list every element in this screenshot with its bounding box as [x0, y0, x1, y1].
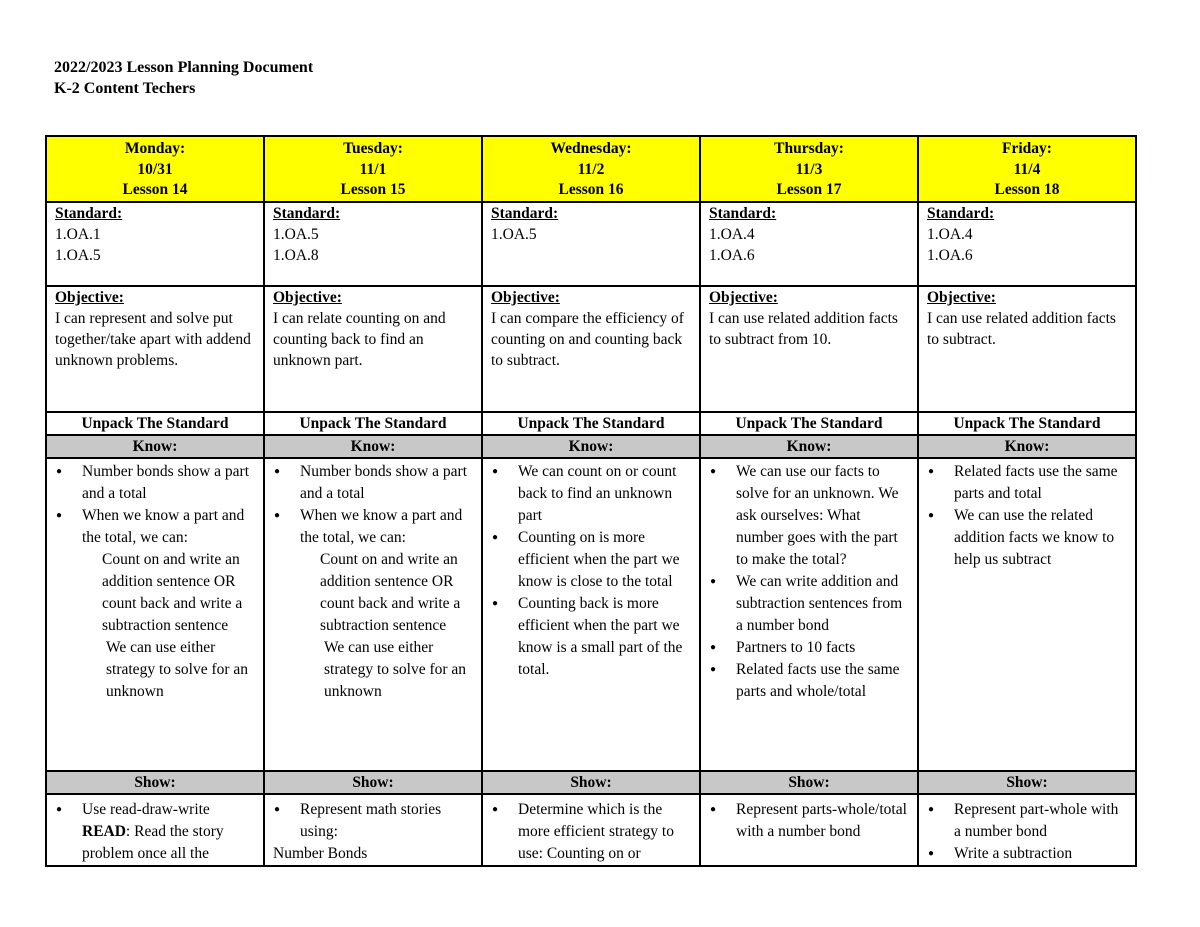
standard-code: 1.OA.6 — [927, 246, 973, 264]
know-heading: Know: — [46, 435, 264, 458]
know-item-text: Counting on is more efficient when the part we know is close to the total — [518, 528, 680, 590]
standard-cell — [482, 202, 700, 286]
show-list — [55, 799, 255, 865]
standard-label: Standard: — [55, 204, 123, 222]
day-date: 11/1 — [359, 160, 387, 178]
know-heading: Know: — [482, 435, 700, 458]
know-cell — [264, 458, 482, 771]
objective-cell — [46, 286, 264, 412]
know-subpoint: Count on and write an addition sentence OR count back and write a subtraction sentence — [102, 550, 243, 634]
show-item — [954, 843, 1127, 865]
know-item — [736, 571, 909, 637]
day-header-cell — [918, 136, 1136, 202]
objective-cell — [264, 286, 482, 412]
show-item-text: Use read-draw-write — [82, 800, 210, 818]
lesson-number: Lesson 16 — [558, 181, 624, 198]
day-name: Wednesday: — [550, 140, 632, 157]
standard-label: Standard: — [273, 204, 341, 222]
show-item-text: Represent part-whole with a number bond — [954, 800, 1119, 840]
know-item — [300, 505, 473, 703]
know-item — [954, 461, 1127, 505]
know-heading: Know: — [700, 435, 918, 458]
lesson-plan-table — [45, 135, 1137, 867]
show-cell — [700, 794, 918, 866]
objective-label: Objective: — [273, 288, 342, 306]
know-list — [491, 461, 691, 681]
show-extra-text: : Read the story problem once all the — [82, 822, 224, 862]
know-subpoint: We can use either strategy to solve for an unknown — [106, 638, 249, 700]
objective-cell — [700, 286, 918, 412]
lesson-number: Lesson 15 — [340, 181, 406, 198]
show-heading: Show: — [482, 771, 700, 794]
know-item-text: Counting back is more efficient when the part we know is a small part of the total. — [518, 594, 683, 678]
day-header-row — [46, 136, 1136, 202]
show-item — [954, 799, 1127, 843]
know-cell — [46, 458, 264, 771]
standard-code: 1.OA.5 — [55, 246, 101, 264]
objective-text: I can relate counting on and counting back to find an unknown part. — [273, 309, 446, 369]
objective-cell — [918, 286, 1136, 412]
know-cell — [918, 458, 1136, 771]
day-name: Friday: — [1002, 140, 1052, 157]
show-item — [736, 799, 909, 843]
know-item-text: We can use the related addition facts we know to help us subtract — [954, 506, 1115, 568]
standard-label: Standard: — [709, 204, 777, 222]
show-item-text: Represent parts-whole/total with a number bond — [736, 800, 907, 840]
day-header-cell — [700, 136, 918, 202]
know-item-text: Partners to 10 facts — [736, 638, 856, 656]
document-header — [54, 57, 313, 99]
objective-label: Objective: — [927, 288, 996, 306]
standard-cell — [918, 202, 1136, 286]
standard-cell — [700, 202, 918, 286]
show-list — [491, 799, 691, 865]
show-list — [709, 799, 909, 843]
lesson-number: Lesson 18 — [994, 181, 1060, 198]
show-bold-keyword: READ — [82, 822, 126, 840]
know-item — [82, 505, 255, 703]
show-item — [300, 799, 473, 843]
know-cell — [700, 458, 918, 771]
lesson-number: Lesson 17 — [776, 181, 842, 198]
objective-text: I can compare the efficiency of counting on and counting back to subtract. — [491, 309, 684, 369]
know-label-row — [46, 435, 1136, 458]
document-title: 2022/2023 Lesson Planning Document — [54, 59, 314, 76]
standard-code: 1.OA.6 — [709, 246, 755, 264]
standard-label: Standard: — [927, 204, 995, 222]
lesson-number: Lesson 14 — [122, 181, 188, 198]
know-item — [518, 593, 691, 681]
show-cell — [264, 794, 482, 866]
day-date: 11/4 — [1013, 160, 1041, 178]
show-heading: Show: — [264, 771, 482, 794]
know-item — [518, 527, 691, 593]
know-content-row — [46, 458, 1136, 771]
know-item — [954, 505, 1127, 571]
standard-code: 1.OA.5 — [491, 225, 537, 243]
know-item — [736, 637, 909, 659]
objective-text: I can use related addition facts to subtract. — [927, 309, 1116, 348]
day-date: 10/31 — [137, 160, 173, 178]
unpack-heading: Unpack The Standard — [46, 412, 264, 435]
know-cell — [482, 458, 700, 771]
unpack-heading: Unpack The Standard — [918, 412, 1136, 435]
standard-code: 1.OA.1 — [55, 225, 101, 243]
standard-code: 1.OA.4 — [927, 225, 973, 243]
day-date: 11/3 — [795, 160, 823, 178]
show-heading: Show: — [46, 771, 264, 794]
know-item-text: We can count on or count back to find an unknown part — [518, 462, 677, 524]
know-subpoint: Count on and write an addition sentence OR count back and write a subtraction sentence — [320, 550, 461, 634]
know-heading: Know: — [264, 435, 482, 458]
show-heading: Show: — [918, 771, 1136, 794]
show-content-row — [46, 794, 1136, 866]
know-item-text: Related facts use the same parts and total — [954, 462, 1118, 502]
day-header-cell — [482, 136, 700, 202]
show-item-continuation — [82, 821, 255, 865]
know-item-text: We can write addition and subtraction sentences from a number bond — [736, 572, 903, 634]
show-label-row — [46, 771, 1136, 794]
know-item-text: Number bonds show a part and a total — [82, 462, 250, 502]
know-item — [82, 461, 255, 505]
standard-label: Standard: — [491, 204, 559, 222]
document-subtitle: K-2 Content Techers — [54, 80, 196, 97]
standard-code: 1.OA.5 — [273, 225, 319, 243]
know-item-text: When we know a part and the total, we can: — [82, 506, 245, 546]
know-item-text: When we know a part and the total, we can: — [300, 506, 463, 546]
know-list — [709, 461, 909, 703]
objective-label: Objective: — [491, 288, 560, 306]
day-header-cell — [264, 136, 482, 202]
standard-row — [46, 202, 1136, 286]
standard-cell — [46, 202, 264, 286]
show-list — [927, 799, 1127, 865]
know-item — [736, 659, 909, 703]
objective-cell — [482, 286, 700, 412]
objective-label: Objective: — [709, 288, 778, 306]
know-item-text: Number bonds show a part and a total — [300, 462, 468, 502]
objective-row — [46, 286, 1136, 412]
standard-code: 1.OA.8 — [273, 246, 319, 264]
know-item-text: We can use our facts to solve for an unknown. We ask ourselves: What number goes with the part to make the total? — [736, 462, 899, 568]
know-subpoint: We can use either strategy to solve for an unknown — [324, 638, 467, 700]
know-list — [55, 461, 255, 703]
show-item-text: Determine which is the more efficient strategy to use: Counting on or — [518, 800, 674, 862]
day-name: Monday: — [124, 140, 186, 157]
show-cell — [482, 794, 700, 866]
show-cell — [46, 794, 264, 866]
know-item — [736, 461, 909, 571]
know-list — [273, 461, 473, 703]
show-item — [82, 799, 255, 865]
objective-text: I can represent and solve put together/take apart with addend unknown problems. — [55, 309, 251, 369]
day-header-cell — [46, 136, 264, 202]
know-item — [300, 461, 473, 505]
show-heading: Show: — [700, 771, 918, 794]
show-list — [273, 799, 473, 843]
know-heading: Know: — [918, 435, 1136, 458]
unpack-row — [46, 412, 1136, 435]
show-item-text: Write a subtraction — [954, 844, 1073, 862]
day-name: Tuesday: — [343, 140, 403, 157]
unpack-heading: Unpack The Standard — [482, 412, 700, 435]
unpack-heading: Unpack The Standard — [264, 412, 482, 435]
show-item-text: Represent math stories using: — [300, 800, 442, 840]
know-item — [518, 461, 691, 527]
day-name: Thursday: — [774, 140, 844, 157]
objective-label: Objective: — [55, 288, 124, 306]
know-item-text: Related facts use the same parts and whole/total — [736, 660, 900, 700]
know-list — [927, 461, 1127, 571]
day-date: 11/2 — [577, 160, 605, 178]
standard-cell — [264, 202, 482, 286]
unpack-heading: Unpack The Standard — [700, 412, 918, 435]
standard-code: 1.OA.4 — [709, 225, 755, 243]
objective-text: I can use related addition facts to subtract from 10. — [709, 309, 898, 348]
show-cell — [918, 794, 1136, 866]
show-item — [518, 799, 691, 865]
show-plain-text: Number Bonds — [273, 844, 368, 862]
